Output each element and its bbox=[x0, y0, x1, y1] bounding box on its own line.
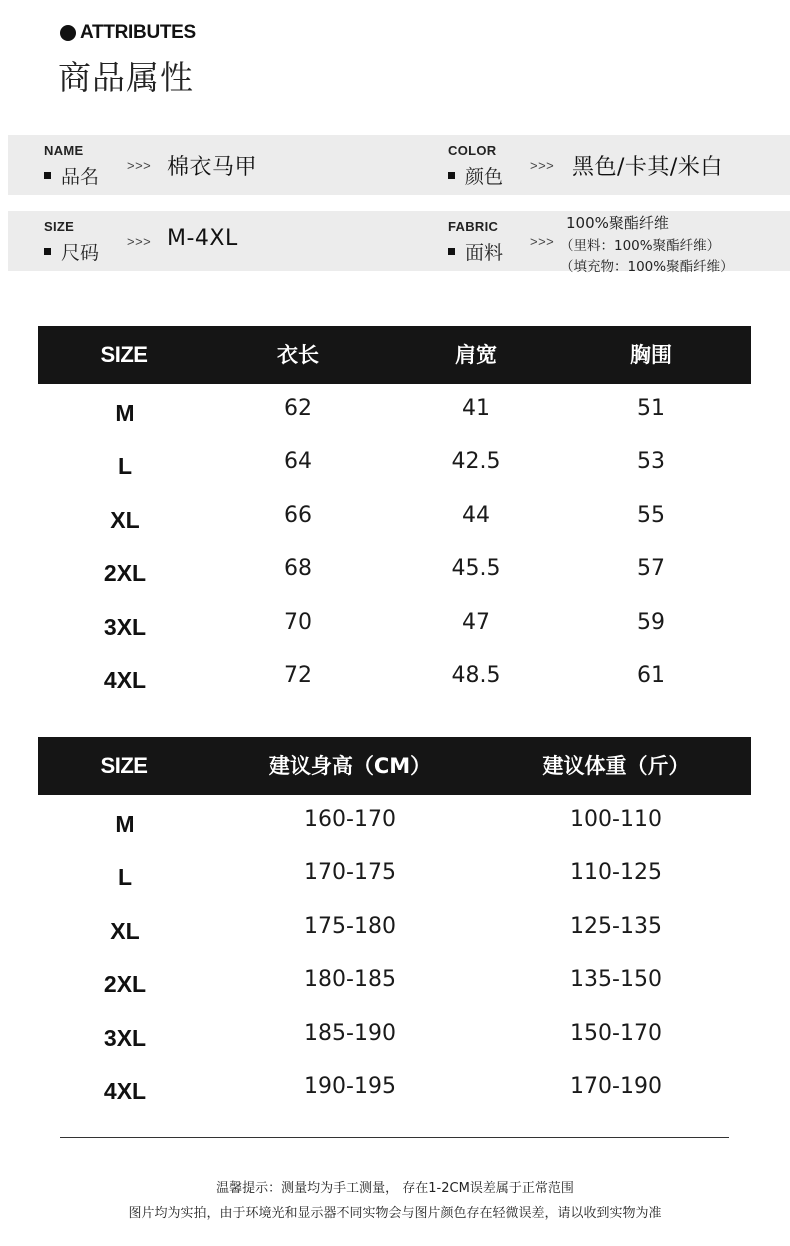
size-table-cell: 48.5 bbox=[451, 663, 501, 688]
size-table-cell: 42.5 bbox=[451, 449, 501, 474]
size-table-cell: 68 bbox=[284, 556, 312, 581]
fit-table-cell: 150-170 bbox=[570, 1021, 662, 1046]
size-arrows: >>> bbox=[127, 234, 152, 249]
color-label-en: COLOR bbox=[448, 143, 497, 158]
attributes-title-cn: 商品属性 bbox=[58, 58, 194, 97]
size-table-cell: 47 bbox=[462, 610, 490, 635]
size-table-cell: 66 bbox=[284, 503, 312, 528]
size-table-header bbox=[38, 326, 751, 384]
size-table-size-cell: M bbox=[115, 400, 135, 426]
size-table-cell: 41 bbox=[462, 396, 490, 421]
fit-table-cell: 180-185 bbox=[304, 967, 396, 992]
fit-table-size-cell: XL bbox=[110, 918, 140, 944]
fit-table-size-cell: 2XL bbox=[103, 971, 147, 997]
size-table-size-cell: 4XL bbox=[103, 667, 147, 693]
footer-divider bbox=[60, 1137, 729, 1138]
size-table-cell: 44 bbox=[462, 503, 490, 528]
size-table-cell: 61 bbox=[637, 663, 665, 688]
footer-note-color: 图片均为实拍，由于环境光和显示器不同实物会与图片颜色存在轻微误差，请以收到实物为准 bbox=[128, 1206, 662, 1221]
fabric-value-main: 100%聚酯纤维 bbox=[566, 214, 669, 232]
attributes-title-en: ATTRIBUTES bbox=[80, 22, 196, 43]
fit-table-header-weight: 建议体重（斤） bbox=[542, 754, 690, 778]
size-table-cell: 64 bbox=[284, 449, 312, 474]
fit-table-cell: 110-125 bbox=[570, 860, 662, 885]
size-table-header-shoulder: 肩宽 bbox=[455, 343, 497, 367]
size-table-size-cell: 3XL bbox=[103, 614, 147, 640]
fabric-value-filling: （填充物：100%聚酯纤维） bbox=[560, 259, 734, 275]
fit-table-size-cell: L bbox=[117, 864, 133, 890]
fit-table-cell: 190-195 bbox=[304, 1074, 396, 1099]
fabric-label bbox=[448, 238, 503, 265]
size-table-header-length: 衣长 bbox=[277, 343, 319, 367]
name-label-cn: 品名 bbox=[61, 166, 100, 188]
name-arrows: >>> bbox=[127, 158, 152, 173]
fit-table-size-cell: 3XL bbox=[103, 1025, 147, 1051]
color-label bbox=[448, 162, 503, 189]
footer-note-measurement: 温馨提示：测量均为手工测量， 存在1-2CM误差属于正常范围 bbox=[216, 1181, 574, 1196]
fit-table-header-size: SIZE bbox=[100, 753, 148, 778]
fit-table-size-cell: 4XL bbox=[103, 1078, 147, 1104]
fit-table-cell: 125-135 bbox=[570, 914, 662, 939]
fit-table-cell: 160-170 bbox=[304, 807, 396, 832]
size-table-header-chest: 胸围 bbox=[630, 343, 672, 367]
fabric-arrows: >>> bbox=[530, 234, 555, 249]
size-label-cn: 尺码 bbox=[61, 242, 100, 264]
square-bullet-icon bbox=[44, 172, 51, 179]
fit-table-cell: 185-190 bbox=[304, 1021, 396, 1046]
size-table-cell: 45.5 bbox=[451, 556, 501, 581]
name-value: 棉衣马甲 bbox=[167, 155, 258, 180]
bullet-dot-icon bbox=[60, 25, 76, 41]
size-table-header-size: SIZE bbox=[100, 342, 148, 367]
square-bullet-icon bbox=[448, 172, 455, 179]
size-table-cell: 62 bbox=[284, 396, 312, 421]
fit-table-header bbox=[38, 737, 751, 795]
size-table-cell: 70 bbox=[284, 610, 312, 635]
color-arrows: >>> bbox=[530, 158, 555, 173]
size-table-size-cell: XL bbox=[110, 507, 140, 533]
size-value: M-4XL bbox=[167, 226, 238, 251]
size-label-en: SIZE bbox=[44, 219, 75, 234]
square-bullet-icon bbox=[44, 248, 51, 255]
attributes-heading bbox=[60, 22, 196, 44]
size-table-size-cell: L bbox=[117, 453, 133, 479]
fit-table-cell: 135-150 bbox=[570, 967, 662, 992]
color-value: 黑色/卡其/米白 bbox=[572, 155, 723, 180]
name-label-en: NAME bbox=[44, 143, 84, 158]
size-table-cell: 51 bbox=[637, 396, 665, 421]
fabric-value-lining: （里料：100%聚酯纤维） bbox=[560, 238, 721, 254]
square-bullet-icon bbox=[448, 248, 455, 255]
fabric-label-cn: 面料 bbox=[465, 242, 504, 264]
size-table-cell: 72 bbox=[284, 663, 312, 688]
size-table-cell: 59 bbox=[637, 610, 665, 635]
fit-table-size-cell: M bbox=[115, 811, 135, 837]
size-table-cell: 55 bbox=[637, 503, 665, 528]
size-table-cell: 53 bbox=[637, 449, 665, 474]
fit-table-cell: 170-190 bbox=[570, 1074, 662, 1099]
fit-table-cell: 175-180 bbox=[304, 914, 396, 939]
size-table-cell: 57 bbox=[637, 556, 665, 581]
fabric-label-en: FABRIC bbox=[448, 219, 499, 234]
name-label bbox=[44, 162, 99, 189]
fit-table-cell: 100-110 bbox=[570, 807, 662, 832]
fit-table-header-height: 建议身高（CM） bbox=[268, 754, 432, 778]
fit-table-cell: 170-175 bbox=[304, 860, 396, 885]
size-table-size-cell: 2XL bbox=[103, 560, 147, 586]
color-label-cn: 颜色 bbox=[465, 166, 504, 188]
size-label bbox=[44, 238, 99, 265]
